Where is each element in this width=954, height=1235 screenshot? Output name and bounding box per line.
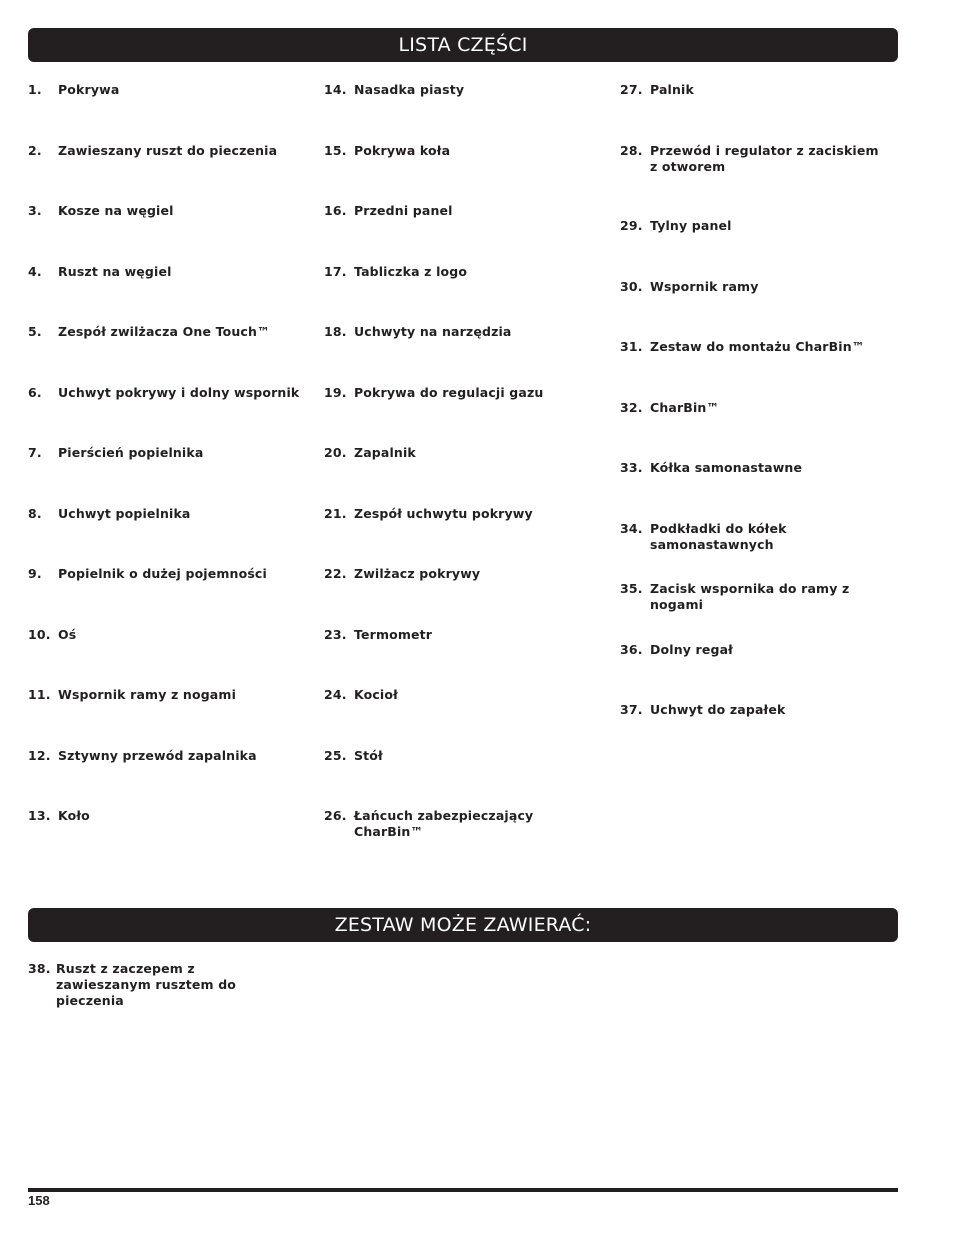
- part-number: 35.: [620, 581, 643, 596]
- part-item: [620, 82, 890, 98]
- part-label: Zespół uchwytu pokrywy: [354, 505, 533, 521]
- part-item: [620, 400, 890, 416]
- part-label: Sztywny przewód zapalnika: [58, 747, 257, 763]
- part-number: 22.: [324, 566, 347, 581]
- part-label: Uchwyt popielnika: [58, 505, 191, 521]
- part-number: 26.: [324, 808, 347, 823]
- part-label: Ruszt z zaczepem z zawieszanym rusztem do pieczenia: [56, 961, 237, 1008]
- part-label: Tylny panel: [650, 218, 732, 233]
- part-label: Stół: [354, 747, 383, 763]
- part-label: Nasadka piasty: [354, 82, 465, 97]
- part-label: Zwilżacz pokrywy: [354, 566, 481, 581]
- part-item: [620, 702, 890, 718]
- part-number: 1.: [28, 82, 42, 97]
- part-number: 17.: [324, 263, 347, 279]
- part-label: Uchwyt do zapałek: [650, 702, 786, 717]
- part-label: Termometr: [354, 626, 433, 642]
- part-item: [28, 445, 308, 461]
- part-label: Oś: [58, 626, 77, 642]
- part-item: [28, 264, 308, 280]
- kit-contents-header: ZESTAW MOŻE ZAWIERAĆ:: [28, 908, 898, 942]
- part-label: Kółka samonastawne: [650, 460, 803, 475]
- part-label: Przedni panel: [354, 203, 453, 218]
- part-number: 21.: [324, 505, 347, 521]
- part-number: 15.: [324, 142, 347, 158]
- part-item: [28, 203, 308, 219]
- part-number: 8.: [28, 505, 42, 521]
- part-item: [28, 82, 308, 98]
- part-label: Dolny regał: [650, 641, 733, 657]
- part-number: 27.: [620, 82, 643, 97]
- part-number: 25.: [324, 747, 347, 763]
- part-label: Zapalnik: [354, 445, 416, 460]
- part-number: 11.: [28, 687, 51, 702]
- part-number: 34.: [620, 520, 643, 536]
- part-number: 5.: [28, 324, 42, 339]
- part-item: [620, 339, 890, 355]
- part-item: [620, 143, 890, 175]
- part-number: 38.: [28, 961, 51, 976]
- part-item: [324, 143, 604, 159]
- part-item: [620, 521, 890, 553]
- part-number: 29.: [620, 218, 643, 233]
- part-item: [28, 748, 308, 764]
- part-item: [324, 82, 604, 98]
- part-number: 33.: [620, 460, 643, 475]
- part-label: Kosze na węgiel: [58, 203, 174, 218]
- part-label: Zacisk wspornika do ramy z nogami: [650, 581, 850, 612]
- part-number: 4.: [28, 263, 42, 279]
- part-number: 9.: [28, 566, 42, 581]
- part-number: 37.: [620, 702, 643, 717]
- part-item: [28, 566, 308, 582]
- part-item: [620, 581, 890, 613]
- part-item: [620, 218, 890, 234]
- part-number: 12.: [28, 747, 51, 763]
- part-label: Palnik: [650, 82, 694, 97]
- part-number: 13.: [28, 808, 51, 823]
- part-label: Podkładki do kółek samonastawnych: [650, 520, 787, 552]
- part-number: 24.: [324, 687, 347, 702]
- part-label: Kocioł: [354, 687, 398, 702]
- part-number: 36.: [620, 641, 643, 657]
- part-label: Pokrywa do regulacji gazu: [354, 384, 544, 400]
- part-item: [324, 687, 604, 703]
- part-number: 31.: [620, 339, 643, 354]
- part-number: 6.: [28, 384, 42, 400]
- part-number: 16.: [324, 203, 347, 218]
- part-number: 30.: [620, 278, 643, 294]
- part-label: Wspornik ramy z nogami: [58, 687, 237, 702]
- part-item: [324, 506, 604, 522]
- part-item: [324, 566, 604, 582]
- part-label: Pokrywa koła: [354, 142, 451, 158]
- part-item: [28, 385, 308, 401]
- part-number: 32.: [620, 399, 643, 415]
- part-item: [28, 627, 308, 643]
- part-label: Łańcuch zabezpieczający CharBin™: [354, 808, 534, 839]
- part-label: Popielnik o dużej pojemności: [58, 566, 267, 581]
- part-label: CharBin™: [650, 399, 720, 415]
- kit-contents-list: [28, 961, 328, 1009]
- part-number: 3.: [28, 203, 42, 218]
- part-label: Koło: [58, 808, 90, 823]
- footer-rule: [28, 1188, 898, 1192]
- part-item: [28, 143, 308, 159]
- part-label: Ruszt na węgiel: [58, 263, 172, 279]
- part-label: Zespół zwilżacza One Touch™: [58, 324, 270, 339]
- part-item: [324, 748, 604, 764]
- part-item: [324, 324, 604, 340]
- part-number: 14.: [324, 82, 347, 97]
- part-number: 2.: [28, 142, 42, 158]
- part-number: 18.: [324, 324, 347, 339]
- part-item: [324, 627, 604, 643]
- part-label: Pierścień popielnika: [58, 445, 204, 460]
- part-number: 23.: [324, 626, 347, 642]
- part-item: [28, 324, 308, 340]
- part-item: [28, 808, 308, 824]
- kit-item: [28, 961, 283, 1009]
- part-item: [620, 460, 890, 476]
- part-item: [324, 385, 604, 401]
- part-item: [324, 203, 604, 219]
- page-number: 158: [28, 1193, 50, 1208]
- part-item: [620, 642, 890, 658]
- parts-list-header: LISTA CZĘŚCI: [28, 28, 898, 62]
- part-label: Uchwyt pokrywy i dolny wspornik: [58, 384, 300, 400]
- part-label: Przewód i regulator z zaciskiem z otworem: [650, 142, 879, 174]
- part-item: [620, 279, 890, 295]
- part-number: 7.: [28, 445, 42, 460]
- part-number: 28.: [620, 142, 643, 158]
- part-label: Pokrywa: [58, 82, 120, 97]
- part-item: [324, 445, 604, 461]
- part-label: Uchwyty na narzędzia: [354, 324, 512, 339]
- part-item: [324, 808, 604, 840]
- part-number: 20.: [324, 445, 347, 460]
- part-item: [28, 506, 308, 522]
- part-number: 19.: [324, 384, 347, 400]
- part-item: [28, 687, 308, 703]
- part-item: [324, 264, 604, 280]
- part-label: Wspornik ramy: [650, 278, 759, 294]
- part-label: Zestaw do montażu CharBin™: [650, 339, 865, 354]
- part-number: 10.: [28, 626, 51, 642]
- part-label: Tabliczka z logo: [354, 263, 468, 279]
- part-label: Zawieszany ruszt do pieczenia: [58, 142, 278, 158]
